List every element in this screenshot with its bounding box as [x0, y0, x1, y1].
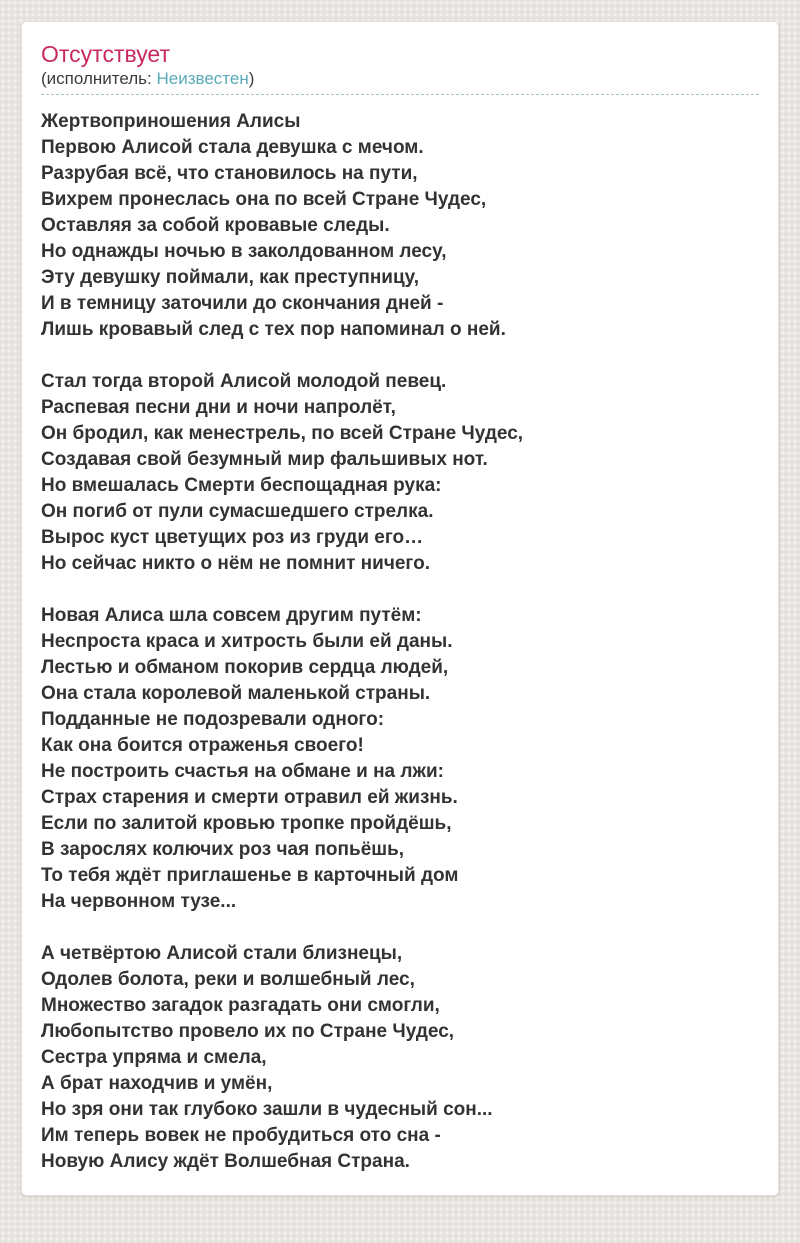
stanza	[41, 369, 759, 577]
lyric-line: Она стала королевой маленькой страны.	[41, 683, 431, 704]
lyric-line: И в темницу заточили до скончания дней -	[41, 293, 444, 314]
lyric-line: Первою Алисой стала девушка с мечом.	[41, 137, 424, 158]
lyric-line: Он бродил, как менестрель, по всей Стране Чудес,	[41, 423, 524, 444]
artist-line	[41, 68, 759, 95]
stanza	[41, 109, 759, 343]
lyrics-text	[41, 109, 759, 1175]
artist-link[interactable]: Неизвестен	[156, 69, 249, 88]
lyric-line: Неспроста краса и хитрость были ей даны.	[41, 631, 453, 652]
lyric-line: Не построить счастья на обмане и на лжи:	[41, 761, 444, 782]
stanza	[41, 603, 759, 915]
lyric-line: То тебя ждёт приглашенье в карточный дом	[41, 865, 459, 886]
lyric-line: Вырос куст цветущих роз из груди его…	[41, 527, 424, 548]
lyric-line: Оставляя за собой кровавые следы.	[41, 215, 390, 236]
lyric-line: Новую Алису ждёт Волшебная Страна.	[41, 1151, 410, 1172]
lyric-line: Жертвоприношения Алисы	[41, 111, 301, 132]
lyric-line: Стал тогда второй Алисой молодой певец.	[41, 371, 447, 392]
lyric-line: Лишь кровавый след с тех пор напоминал о ней.	[41, 319, 506, 340]
lyric-line: Эту девушку поймали, как преступницу,	[41, 267, 420, 288]
lyric-line: Как она боится отраженья своего!	[41, 735, 364, 756]
song-title: Отсутствует	[41, 41, 170, 67]
page-background	[0, 21, 800, 1243]
lyric-line: На червонном тузе...	[41, 891, 237, 912]
lyric-line: В зарослях колючих роз чая попьёшь,	[41, 839, 405, 860]
lyric-line: Любопытство провело их по Стране Чудес,	[41, 1021, 455, 1042]
lyric-line: А брат находчив и умён,	[41, 1073, 273, 1094]
lyric-line: Одолев болота, реки и волшебный лес,	[41, 969, 415, 990]
lyric-line: А четвёртою Алисой стали близнецы,	[41, 943, 403, 964]
lyric-line: Сестра упряма и смела,	[41, 1047, 267, 1068]
lyric-line: Подданные не подозревали одного:	[41, 709, 385, 730]
lyric-line: Но зря они так глубоко зашли в чудесный сон...	[41, 1099, 493, 1120]
lyric-line: Вихрем пронеслась она по всей Стране Чудес,	[41, 189, 487, 210]
lyric-line: Но однажды ночью в заколдованном лесу,	[41, 241, 447, 262]
lyric-line: Новая Алиса шла совсем другим путём:	[41, 605, 422, 626]
artist-label: (исполнитель:	[41, 69, 157, 88]
lyric-line: Лестью и обманом покорив сердца людей,	[41, 657, 449, 678]
lyric-line: Распевая песни дни и ночи напролёт,	[41, 397, 396, 418]
lyric-line: Разрубая всё, что становилось на пути,	[41, 163, 418, 184]
lyric-line: Но сейчас никто о нём не помнит ничего.	[41, 553, 430, 574]
lyric-line: Но вмешалась Смерти беспощадная рука:	[41, 475, 442, 496]
stanza	[41, 941, 759, 1175]
lyric-line: Создавая свой безумный мир фальшивых нот.	[41, 449, 488, 470]
lyric-line: Им теперь вовек не пробудиться ото сна -	[41, 1125, 441, 1146]
lyric-line: Страх старения и смерти отравил ей жизнь.	[41, 787, 458, 808]
lyric-line: Если по залитой кровью тропке пройдёшь,	[41, 813, 452, 834]
lyric-line: Он погиб от пули сумасшедшего стрелка.	[41, 501, 434, 522]
lyrics-card	[21, 21, 779, 1196]
artist-line-suffix: )	[248, 69, 255, 88]
lyric-line: Множество загадок разгадать они смогли,	[41, 995, 440, 1016]
